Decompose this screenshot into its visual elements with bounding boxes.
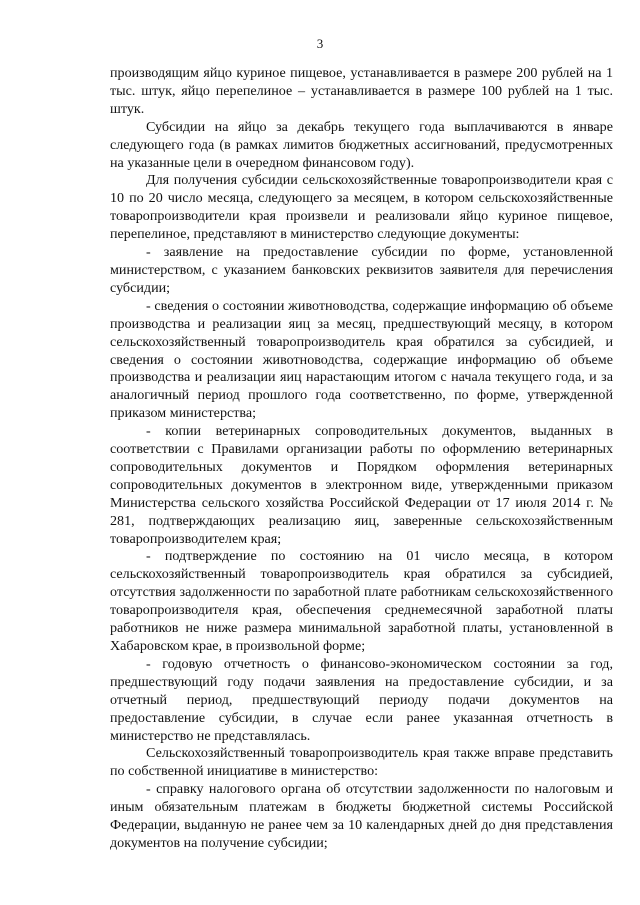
document-body xyxy=(110,65,613,853)
paragraph-4: - заявление на предоставление субсидии по форме, установленной министерством, с указанием банковских реквизитов заявителя для перечисления субсидии; xyxy=(110,244,613,296)
paragraph-9: Сельскохозяйственный товаропроизводитель края также вправе представить по собственной инициативе в министерство: xyxy=(110,745,613,780)
paragraph-3: Для получения субсидии сельскохозяйственные товаропроизводители края с 10 по 20 число месяца, следующего за месяцем, в котором сельскохозяйственные товаропроизводители края произвели и реализовали яйцо куриное пищевое, перепелиное, представляют в министерство следующие документы: xyxy=(110,172,613,243)
paragraph-6: - копии ветеринарных сопроводительных документов, выданных в соответствии с Правилами организации работы по оформлению ветеринарных сопроводительных документов и Порядком оформления ветеринарных сопроводительных документов в электронном виде, утвержденными приказом Министерства сельского хозяйства Российской Федерации от 17 июля 2014 г. № 281, подтверждающих реализацию яиц, заверенные сельскохозяйственным товаропроизводителем края; xyxy=(110,423,613,547)
paragraph-1: производящим яйцо куриное пищевое, устанавливается в размере 200 рублей на 1 тыс. штук, яйцо перепелиное – устанавливается в размере 100 рублей на 1 тыс. штук. xyxy=(110,65,613,117)
paragraph-7: - подтверждение по состоянию на 01 число месяца, в котором сельскохозяйственный товаропроизводитель края обратился за субсидией, отсутствия задолженности по заработной плате работникам сельскохозяйственного товаропроизводителя края, обеспечения среднемесячной заработной платы работников не ниже размера минимальной заработной платы, установленной в Хабаровском крае, в произвольной форме; xyxy=(110,548,613,654)
paragraph-5: - сведения о состоянии животноводства, содержащие информацию об объеме производства и реализации яиц за месяц, предшествующий месяцу, в котором сельскохозяйственный товаропроизводитель края обратился за субсидией, и сведения о состоянии животноводства, содержащие информацию об объеме производства и реализации яиц нарастающим итогом с начала текущего года, и за аналогичный период прошлого года соответственно, по форме, утвержденной приказом министерства; xyxy=(110,297,613,422)
paragraph-8: - годовую отчетность о финансово-экономическом состоянии за год, предшествующий году подачи заявления на предоставление субсидии, и за отчетный период, предшествующий периоду подачи документов на предоставление субсидии, в случае если ранее указанная отчетность в министерство не представлялась. xyxy=(110,655,613,744)
page-number: 3 xyxy=(316,36,324,51)
paragraph-10: - справку налогового органа об отсутствии задолженности по налоговым и иным обязательным платежам в бюджеты бюджетной системы Российской Федерации, выданную не ранее чем за 10 календарных дней до дня представления документов на получение субсидии; xyxy=(110,781,613,851)
paragraph-2: Субсидии на яйцо за декабрь текущего года выплачиваются в январе следующего года (в рамках лимитов бюджетных ассигнований, предусмотренных на указанные цели в очередном финансовом году). xyxy=(110,118,613,171)
